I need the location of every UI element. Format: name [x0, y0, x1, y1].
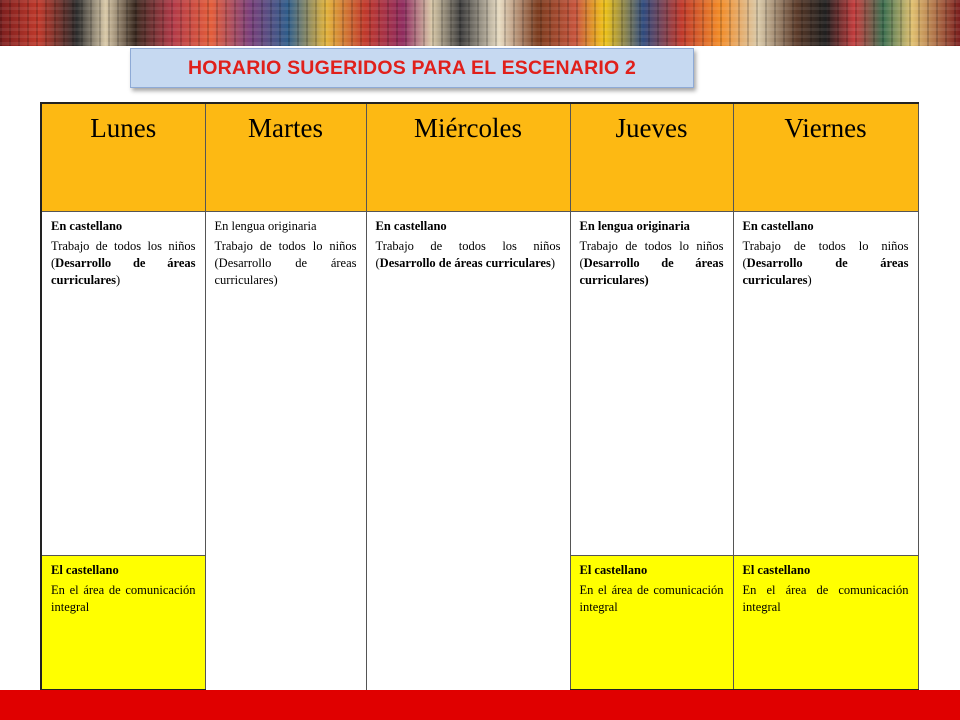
- cell-text: Trabajo de todos lo niños (: [579, 239, 724, 270]
- cell-heading: En castellano: [742, 219, 814, 233]
- cell-heading: En lengua originaria: [214, 219, 317, 233]
- cell-text: En el área de comunicación integral: [742, 583, 909, 614]
- schedule-row-main: [41, 212, 918, 556]
- cell-text: ): [807, 273, 812, 287]
- cell-text-bold: Desarrollo de áreas curriculares: [51, 256, 196, 287]
- textile-banner-texture: [0, 0, 960, 46]
- cell-heading: En castellano: [51, 219, 123, 233]
- schedule-table: [40, 102, 919, 691]
- cell-jueves-communication: [570, 556, 733, 691]
- cell-text: ): [116, 273, 121, 287]
- cell-lunes-communication: [41, 556, 205, 691]
- cell-text: Trabajo de todos lo niños (Desarrollo de áreas curriculares): [214, 239, 357, 287]
- cell-viernes-communication: [733, 556, 918, 691]
- cell-text: Trabajo de todos los niños (: [51, 239, 196, 270]
- day-header-jueves: Jueves: [570, 103, 733, 212]
- cell-text: ): [550, 256, 555, 270]
- cell-text: En el área de comunicación integral: [579, 583, 724, 614]
- cell-heading: En castellano: [375, 219, 447, 233]
- cell-jueves: [570, 212, 733, 556]
- cell-text-bold: Desarrollo de áreas curriculares: [742, 256, 909, 287]
- cell-text: En el área de comunicación integral: [51, 583, 196, 614]
- page-title: HORARIO SUGERIDOS PARA EL ESCENARIO 2: [130, 48, 694, 88]
- cell-heading: El castellano: [742, 563, 811, 577]
- day-header-lunes: Lunes: [41, 103, 205, 212]
- cell-heading: El castellano: [51, 563, 119, 577]
- cell-heading: En lengua originaria: [579, 219, 690, 233]
- cell-text: Trabajo de todos lo niños (: [742, 239, 909, 270]
- day-header-miercoles: Miércoles: [366, 103, 570, 212]
- day-header-martes: Martes: [205, 103, 366, 212]
- cell-miercoles: [366, 212, 570, 691]
- day-header-viernes: Viernes: [733, 103, 918, 212]
- footer-bar: [0, 690, 960, 720]
- cell-text: Trabajo de todos los niños (: [375, 239, 561, 270]
- day-header-row: [41, 103, 918, 212]
- cell-text-bold: Desarrollo de áreas curriculares: [379, 256, 551, 270]
- cell-lunes: [41, 212, 205, 556]
- cell-viernes: [733, 212, 918, 556]
- cell-heading: El castellano: [579, 563, 648, 577]
- cell-martes: [205, 212, 366, 691]
- cell-text-bold: Desarrollo de áreas curriculares): [579, 256, 724, 287]
